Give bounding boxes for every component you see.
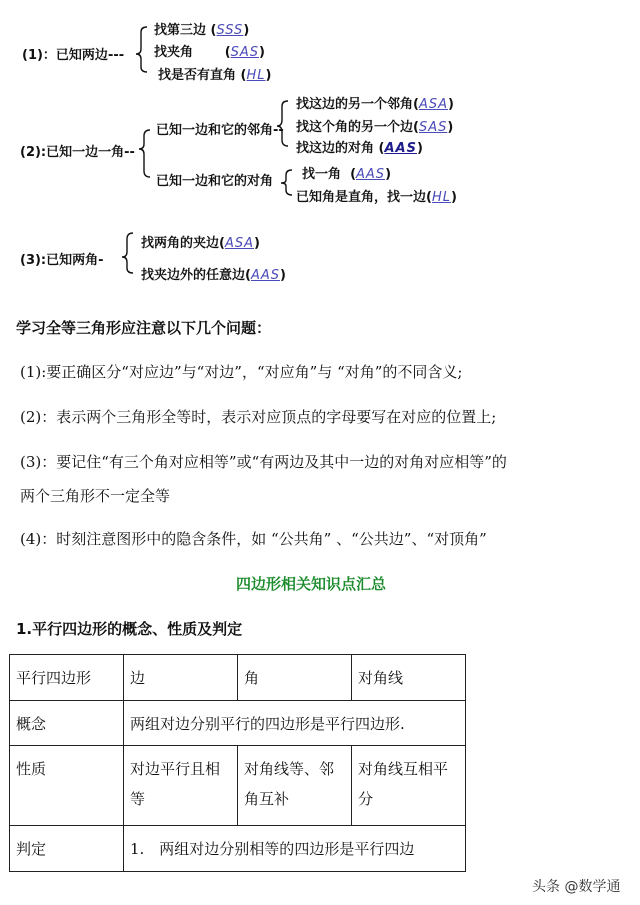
case3-branch-aas: 找夹边外的任意边(AAS) (141, 268, 286, 283)
table-row (10, 746, 466, 826)
header-cell: 平行四边形 (10, 655, 124, 701)
case2-label: (2):已知一边一角-- (20, 145, 135, 160)
case2-sub1-label: 已知一边和它的邻角-- (156, 123, 284, 138)
case3-branch-asa: 找两角的夹边(ASA) (141, 236, 260, 251)
case1-label: (1)：已知两边--- (22, 48, 125, 63)
section-title: 四边形相关知识点汇总 (236, 575, 387, 593)
watermark: 头条 @数学通 (532, 879, 621, 895)
parallelogram-table (9, 654, 466, 872)
sub2-branch-hl: 已知角是直角，找一边(HL) (296, 190, 457, 205)
property-edge: 对边平行且相等 (124, 746, 238, 826)
note-item: (1):要正确区分“对应边”与“对边”，“对应角”与 “对角”的不同含义; (20, 363, 463, 381)
row-label: 概念 (10, 701, 124, 746)
row-label: 判定 (10, 826, 124, 872)
sub1-branch-aas: 找这边的对角 (AAS) (296, 141, 423, 156)
table-row (10, 655, 466, 701)
case2-sub2-label: 已知一边和它的对角 (156, 174, 274, 189)
sub1-branch-sas: 找这个角的另一个边(SAS) (296, 120, 454, 135)
judgement-text: 1. 两组对边分别相等的四边形是平行四边 (124, 826, 466, 872)
note-item: (4)：时刻注意图形中的隐含条件，如 “公共角” 、“公共边”、“对顶角” (20, 530, 487, 548)
header-cell: 角 (238, 655, 352, 701)
case3-label: (3):已知两角- (20, 253, 104, 268)
note-item: (3)：要记住“有三个角对应相等”或“有两边及其中一边的对角对应相等”的 (20, 453, 507, 471)
property-diagonal: 对角线互相平分 (352, 746, 466, 826)
table-row (10, 826, 466, 872)
sub2-branch-aas: 找一角 (AAS) (302, 167, 392, 182)
section-subtitle: 1.平行四边形的概念、性质及判定 (16, 620, 243, 638)
case1-branch-sss: 找第三边 (SSS) (154, 23, 250, 38)
case1-branch-sas: 找夹角 (SAS) (154, 45, 265, 60)
property-angle: 对角线等、邻角互补 (238, 746, 352, 826)
header-cell: 边 (124, 655, 238, 701)
header-cell: 对角线 (352, 655, 466, 701)
table-row (10, 701, 466, 746)
sub1-branch-asa: 找这边的另一个邻角(ASA) (296, 97, 454, 112)
concept-text: 两组对边分别平行的四边形是平行四边形. (124, 701, 466, 746)
row-label: 性质 (10, 746, 124, 826)
note-item-continuation: 两个三角形不一定全等 (20, 487, 171, 505)
notes-heading: 学习全等三角形应注意以下几个问题： (16, 319, 272, 337)
note-item: (2)：表示两个三角形全等时，表示对应顶点的字母要写在对应的位置上; (20, 408, 497, 426)
case1-branch-hl: 找是否有直角 (HL) (158, 68, 272, 83)
